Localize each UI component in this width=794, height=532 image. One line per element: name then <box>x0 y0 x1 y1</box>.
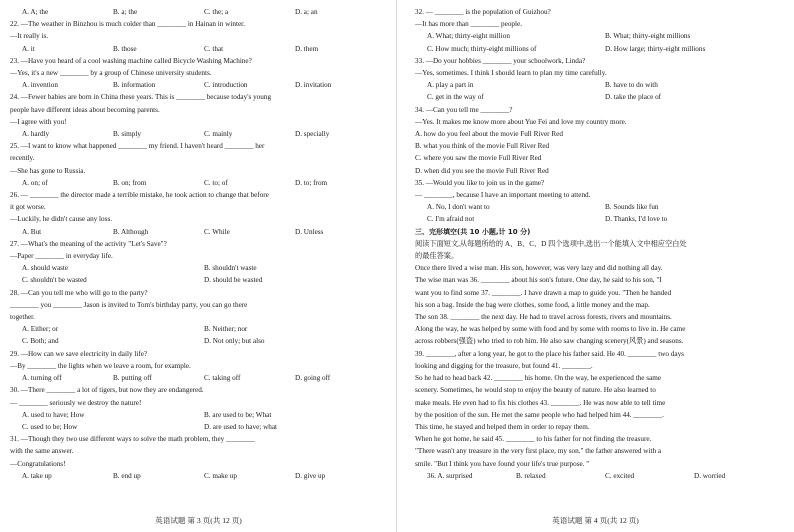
answer-option: B. simply <box>113 130 141 139</box>
answer-options <box>10 79 386 91</box>
answer-option: C. excited <box>605 471 635 480</box>
answer-option: D. going off <box>295 374 331 383</box>
answer-option: D. take the place of <box>605 93 662 102</box>
answer-option: D. Thanks, I'd love to <box>605 215 668 224</box>
answer-option: B. relaxed <box>516 471 546 480</box>
answer-option: B. are used to be; What <box>204 410 272 419</box>
text-line: 31. —Though they two use different ways to solve the math problem, they ________ <box>10 435 255 444</box>
text-line: smile. "But I think you have found your life's true purpose. " <box>415 459 590 468</box>
right-column <box>415 6 783 482</box>
text-line: 39. ________, after a long year, he got to the place his father said. He 40. ________ two days <box>415 349 684 358</box>
answer-option: B. shouldn't waste <box>204 264 257 273</box>
text-line: —Yes, sometimes. I think I should learn to plan my time carefully. <box>415 69 607 78</box>
answer-options <box>10 409 386 421</box>
answer-options <box>10 262 386 274</box>
answer-options <box>415 201 783 213</box>
answer-option: A. should waste <box>22 264 69 273</box>
answer-option: 36. A. surprised <box>427 471 473 480</box>
text-line: The son 38. ________ the next day. He had to travel across forests, rivers and mountains. <box>415 313 672 322</box>
answer-option: C. mainly <box>204 130 233 139</box>
text-line: it got worse. <box>10 203 46 212</box>
answer-option: D. invitation <box>295 81 332 90</box>
answer-option: A. on; of <box>22 178 48 187</box>
answer-option: D. are used to have; what <box>204 422 278 431</box>
text-line: 22. —The weather in Binzhou is much colder than ________ in Hainan in winter. <box>10 20 245 29</box>
text-line: B. what you think of the movie Full River Red <box>415 142 550 151</box>
answer-options <box>10 226 386 238</box>
text-line: 34. —Can you tell me ________? <box>415 105 513 114</box>
answer-option: B. information <box>113 81 156 90</box>
text-line: 24. —Fewer babies are born in China these years. This is ________ because today's young <box>10 93 272 102</box>
text-line: with the same answer. <box>10 447 74 456</box>
answer-options <box>10 177 386 189</box>
left-page-footer: 英语试题 第 3 页(共 12 页) <box>155 516 242 525</box>
text-line: 的最佳答案。 <box>415 252 459 261</box>
answer-option: C. used to be; How <box>22 422 78 431</box>
text-line: Along the way, he was helped by some with food and by some with rooms to live in. He came <box>415 325 686 334</box>
text-line: make meals. He even had to fix his clothes 43. ________. He was now able to tell time <box>415 398 666 407</box>
answer-option: A. hardly <box>22 130 50 139</box>
answer-option: C. I'm afraid not <box>427 215 475 224</box>
answer-option: B. Although <box>113 227 149 236</box>
answer-option: D. to; from <box>295 178 328 187</box>
answer-option: D. specially <box>295 130 330 139</box>
answer-options <box>415 91 783 103</box>
text-line: — ________ seriously we destroy the nature! <box>10 398 142 407</box>
answer-option: C. make up <box>204 471 237 480</box>
text-line: scenery. Sometimes, he would stop to enjoy the beauty of nature. He also learned to <box>415 386 656 395</box>
answer-option: C. introduction <box>204 81 248 90</box>
answer-option: C. taking off <box>204 374 241 383</box>
answer-option: C. get in the way of <box>427 93 484 102</box>
text-line: —Yes, it's a new ________ by a group of Chinese university students. <box>10 69 212 78</box>
answer-option: A. take up <box>22 471 52 480</box>
text-line: 23. —Have you heard of a cool washing machine called Bicycle Washing Machine? <box>10 56 252 65</box>
text-line: C. where you saw the movie Full River Red <box>415 154 542 163</box>
answer-options <box>415 30 783 42</box>
answer-options <box>415 470 783 482</box>
text-line: When he got home, he said 45. ________ to his father for not finding the treasure. <box>415 435 652 444</box>
text-line: 阅读下面短文,从每题所给的 A、B、C、D 四个选项中,选出一个能填入文中相应空白处 <box>415 239 687 248</box>
answer-options <box>415 213 783 225</box>
answer-option: A. Either; or <box>22 325 59 334</box>
text-line: —By ________ the lights when we leave a room, for example. <box>10 361 191 370</box>
answer-options <box>10 43 386 55</box>
text-line: together. <box>10 313 35 322</box>
text-line: —Yes. It makes me know more about Yue Fei and love my country more. <box>415 117 627 126</box>
answer-option: B. Neither; nor <box>204 325 248 334</box>
answer-options <box>10 470 386 482</box>
answer-option: B. Sounds like fun <box>605 203 659 212</box>
text-line: want you to find some 37. ________. I have drawn a map to guide you. "Then he handed <box>415 288 672 297</box>
answer-option: D. How large; thirty-eight millions <box>605 44 706 53</box>
answer-option: A. What; thirty-eight million <box>427 32 510 41</box>
answer-option: D. should be wasted <box>204 276 263 285</box>
answer-option: A. it <box>22 44 35 53</box>
text-line: —She has gone to Russia. <box>10 166 86 175</box>
answer-option: C. shouldn't be wasted <box>22 276 87 285</box>
text-line: — ________, because I have an important meeting to attend. <box>415 191 591 200</box>
answer-option: A. invention <box>22 81 58 90</box>
text-line: This time, he stayed and helped them in order to repay them. <box>415 422 590 431</box>
text-line: 28. —Can you tell me who will go to the party? <box>10 288 148 297</box>
answer-option: C. How much; thirty-eight millions of <box>427 44 537 53</box>
answer-option: C. While <box>204 227 230 236</box>
text-line: by the position of the sun. He met the same people who had helped him 44. ________. <box>415 410 664 419</box>
left-column <box>10 6 386 482</box>
text-line: 25. —I want to know what happened ________ my friend. I haven't heard ________ her <box>10 142 265 151</box>
text-line: his son a bag. Inside the bag were clothes, some food, a little money and the map. <box>415 300 650 309</box>
text-line: 27. —What's the meaning of the activity "Let's Save"? <box>10 239 167 248</box>
answer-option: C. the; a <box>204 8 229 16</box>
text-line: 26. — ________ the director made a terrible mistake, he took action to change that before <box>10 191 269 200</box>
text-line: recently. <box>10 154 35 163</box>
text-line: 35. —Would you like to join us in the game? <box>415 178 545 187</box>
answer-options <box>10 274 386 286</box>
answer-option: A. A; the <box>22 8 49 16</box>
answer-option: C. to; of <box>204 178 228 187</box>
text-line: 32. — ________ is the population of Guizhou? <box>415 8 551 16</box>
text-line: —I agree with you! <box>10 117 67 126</box>
text-line: —Luckily, he didn't cause any loss. <box>10 215 113 224</box>
right-page-footer: 英语试题 第 4 页(共 12 页) <box>552 516 639 525</box>
answer-option: B. a; the <box>113 8 138 16</box>
answer-option: C. Both; and <box>22 337 59 346</box>
answer-options <box>10 335 386 347</box>
answer-option: D. Unless <box>295 227 324 236</box>
answer-option: B. on; from <box>113 178 147 187</box>
answer-options <box>10 421 386 433</box>
answer-option: A. play a part in <box>427 81 474 90</box>
answer-option: B. What; thirty-eight millions <box>605 32 691 41</box>
answer-option: B. those <box>113 44 137 53</box>
answer-options <box>10 6 386 18</box>
text-line: ________ you ________ Jason is invited to Tom's birthday party, you can go there <box>10 300 248 309</box>
text-line: —It has more than ________ people. <box>415 20 522 29</box>
answer-option: D. worried <box>694 471 726 480</box>
text-line: 33. —Do your hobbies ________ your schoolwork, Linda? <box>415 56 586 65</box>
answer-option: C. that <box>204 44 224 53</box>
text-line: —It really is. <box>10 32 49 41</box>
right-page <box>397 0 794 532</box>
text-line: 29. —How can we save electricity in daily life? <box>10 349 148 358</box>
answer-option: A. used to have; How <box>22 410 85 419</box>
text-line: looking and digging for the treasure, but found 41. ________. <box>415 361 593 370</box>
text-line: people have different ideas about becoming parents. <box>10 105 160 114</box>
answer-option: A. But <box>22 227 42 236</box>
answer-option: A. turning off <box>22 374 62 383</box>
answer-option: B. have to do with <box>605 81 658 90</box>
answer-option: B. putting off <box>113 374 152 383</box>
text-line: —Congratulations! <box>10 459 66 468</box>
answer-option: D. give up <box>295 471 326 480</box>
text-line: "There wasn't any treasure in the very first place, my son." the father answered with a <box>415 447 662 456</box>
text-line: across robbers(强盗) who tried to rob him. He also saw changing scenery(风景) and seasons. <box>415 337 684 346</box>
text-line: 30. —There ________ a lot of tigers, but now they are endangered. <box>10 386 204 395</box>
answer-options <box>10 323 386 335</box>
answer-option: D. a; an <box>295 8 318 16</box>
answer-option: A. No, I don't want to <box>427 203 490 212</box>
answer-option: B. end up <box>113 471 141 480</box>
text-line: A. how do you feel about the movie Full River Red <box>415 130 563 139</box>
text-line: D. when did you see the movie Full River Red <box>415 166 549 175</box>
text-line: The wise man was 36. ________ about his son's future. One day, he said to his son, "I <box>415 276 662 285</box>
text-line: —Paper ________ in everyday life. <box>10 252 113 261</box>
answer-option: D. Not only; but also <box>204 337 265 346</box>
answer-options <box>415 79 783 91</box>
text-line: So he had to head back 42. ________ his home. On the way, he experienced the same <box>415 374 662 383</box>
answer-options <box>415 43 783 55</box>
answer-options <box>10 128 386 140</box>
answer-option: D. them <box>295 44 319 53</box>
section-heading: 三、完形填空(共 10 小题,计 10 分) <box>415 227 531 236</box>
answer-options <box>10 372 386 384</box>
text-line: Once there lived a wise man. His son, however, was very lazy and did nothing all day. <box>415 264 663 273</box>
